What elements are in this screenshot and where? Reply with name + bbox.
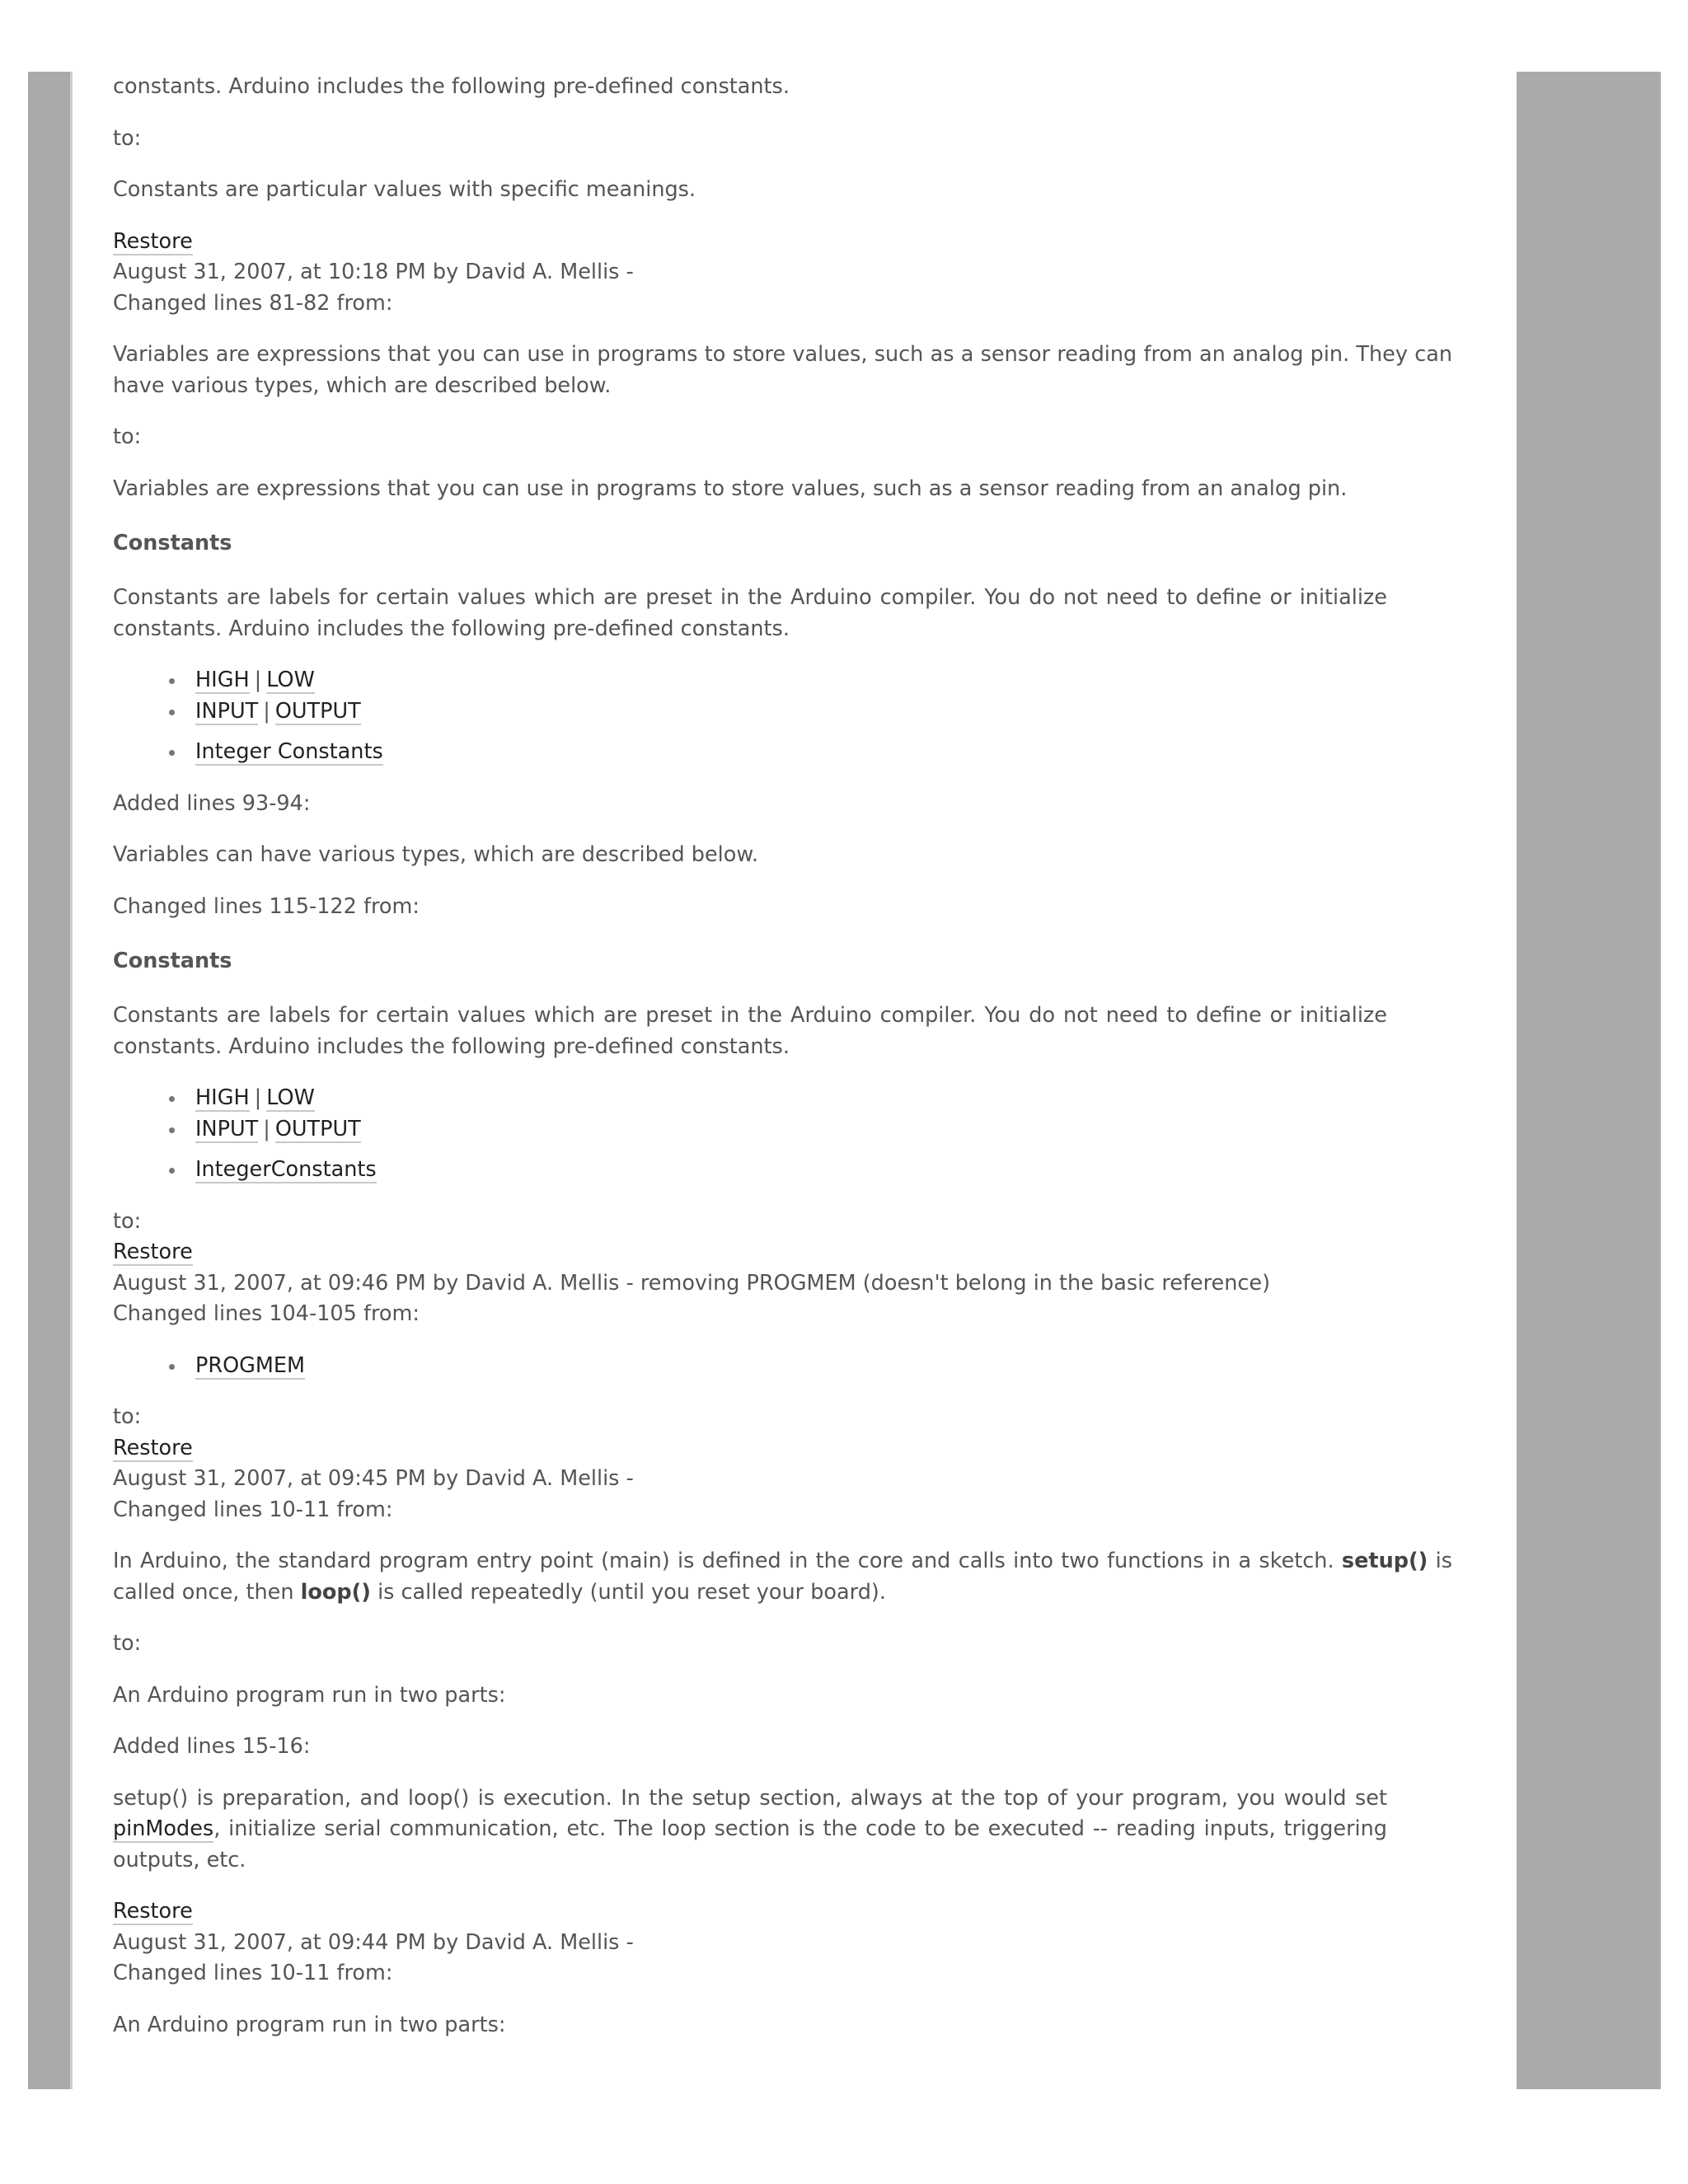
text-span: In Arduino, the standard program entry point (main) is defined in the core and calls into two functions in a sketch.	[113, 1549, 1334, 1573]
input-link[interactable]: INPUT	[195, 1116, 259, 1141]
revision-change: Changed lines 104-105 from:	[113, 1301, 420, 1326]
high-link[interactable]: HIGH	[195, 1085, 250, 1110]
revision-change: Changed lines 10-11 from:	[113, 1497, 393, 1522]
text-line: constants. Arduino includes the following pre-defined constants.	[113, 74, 790, 99]
code-term-loop: loop()	[300, 1579, 371, 1605]
text-line: Constants are particular values with specific meanings.	[113, 177, 696, 202]
output-link[interactable]: OUTPUT	[274, 1116, 361, 1141]
revision-entry	[113, 1402, 1452, 1526]
text-line: to:	[113, 1208, 142, 1234]
list-item	[195, 1114, 1452, 1146]
left-sidebar-bar	[28, 72, 73, 2089]
revision-meta: August 31, 2007, at 10:18 PM by David A. Mellis -	[113, 260, 634, 284]
restore-link[interactable]: Restore	[113, 1240, 193, 1264]
text-paragraph: Constants are labels for certain values which are preset in the Arduino compiler. You do not need to define or initialize constants. Arduino includes the following pre-defined constants.	[113, 1003, 1387, 1059]
page-history-content	[113, 72, 1452, 2061]
section-heading: Constants	[113, 531, 232, 555]
separator: |	[263, 1116, 270, 1141]
input-link[interactable]: INPUT	[195, 698, 259, 724]
list-item	[195, 696, 1452, 728]
list-item	[195, 737, 1452, 768]
revision-meta: August 31, 2007, at 09:45 PM by David A. Mellis -	[113, 1466, 634, 1491]
revision-meta: August 31, 2007, at 09:46 PM by David A. Mellis - removing PROGMEM (doesn't belong in the basic reference)	[113, 1270, 1271, 1296]
list-item	[195, 1083, 1452, 1114]
progmem-link[interactable]: PROGMEM	[195, 1352, 306, 1378]
output-link[interactable]: OUTPUT	[274, 698, 361, 724]
revision-meta: August 31, 2007, at 09:44 PM by David A. Mellis -	[113, 1929, 634, 1955]
restore-link[interactable]: Restore	[113, 1899, 193, 1924]
text-line: Added lines 15-16:	[113, 1734, 311, 1759]
text-span: setup() is preparation, and loop() is execution. In the setup section, always at the top of your program, you would set	[113, 1785, 1387, 1811]
pinmodes-link[interactable]: pinModes	[113, 1816, 214, 1841]
restore-link[interactable]: Restore	[113, 228, 193, 254]
section-heading: Constants	[113, 949, 232, 973]
revision-entry	[113, 1896, 1452, 1990]
text-paragraph: Constants are labels for certain values which are preset in the Arduino compiler. You do not need to define or initialize constants. Arduino includes the following pre-defined constants.	[113, 585, 1387, 641]
separator: |	[254, 1085, 262, 1110]
low-link[interactable]: LOW	[266, 668, 315, 692]
revision-entry	[113, 227, 1452, 320]
code-term-setup: setup()	[1341, 1549, 1428, 1573]
revision-change: Changed lines 10-11 from:	[113, 1961, 393, 1985]
text-paragraph: Variables are expressions that you can use in programs to store values, such as a sensor reading from an analog pin.	[113, 476, 1348, 501]
progmem-list	[113, 1351, 1452, 1382]
text-span: is called repeatedly (until you reset your board).	[377, 1579, 886, 1605]
high-link[interactable]: HIGH	[195, 668, 250, 692]
constants-list	[113, 665, 1452, 727]
text-paragraph: Variables are expressions that you can use in programs to store values, such as a sensor reading from an analog pin. They can have various types, which are described below.	[113, 342, 1452, 398]
text-line: Changed lines 115-122 from:	[113, 893, 420, 919]
text-line: An Arduino program run in two parts:	[113, 2012, 506, 2037]
revision-change: Changed lines 81-82 from:	[113, 290, 393, 316]
revision-entry	[113, 1207, 1452, 1330]
separator: |	[254, 668, 262, 692]
list-item	[195, 1155, 1452, 1186]
constants-list	[113, 1083, 1452, 1145]
text-span: is called once, then	[113, 1549, 1453, 1605]
text-line: to:	[113, 1631, 142, 1656]
text-line: to:	[113, 424, 142, 449]
list-item	[195, 665, 1452, 696]
text-line: to:	[113, 125, 142, 151]
integer-constants-link[interactable]: Integer Constants	[195, 739, 383, 764]
integer-constants-link[interactable]: IntegerConstants	[195, 1157, 377, 1182]
text-line: An Arduino program run in two parts:	[113, 1682, 506, 1708]
right-sidebar-bar	[1517, 72, 1661, 2089]
list-item	[195, 1351, 1452, 1382]
constants-list-extra	[113, 1155, 1452, 1186]
text-paragraph	[113, 1783, 1387, 1877]
text-line: to:	[113, 1404, 142, 1429]
separator: |	[263, 698, 270, 724]
text-line: Variables can have various types, which are described below.	[113, 842, 758, 867]
text-paragraph	[113, 1546, 1452, 1608]
text-line: Added lines 93-94:	[113, 790, 311, 816]
restore-link[interactable]: Restore	[113, 1435, 193, 1460]
low-link[interactable]: LOW	[266, 1085, 315, 1110]
constants-list-extra	[113, 737, 1452, 768]
text-span: , initialize serial communication, etc. The loop section is the code to be executed -- reading inputs, triggering outputs, etc.	[113, 1816, 1387, 1872]
